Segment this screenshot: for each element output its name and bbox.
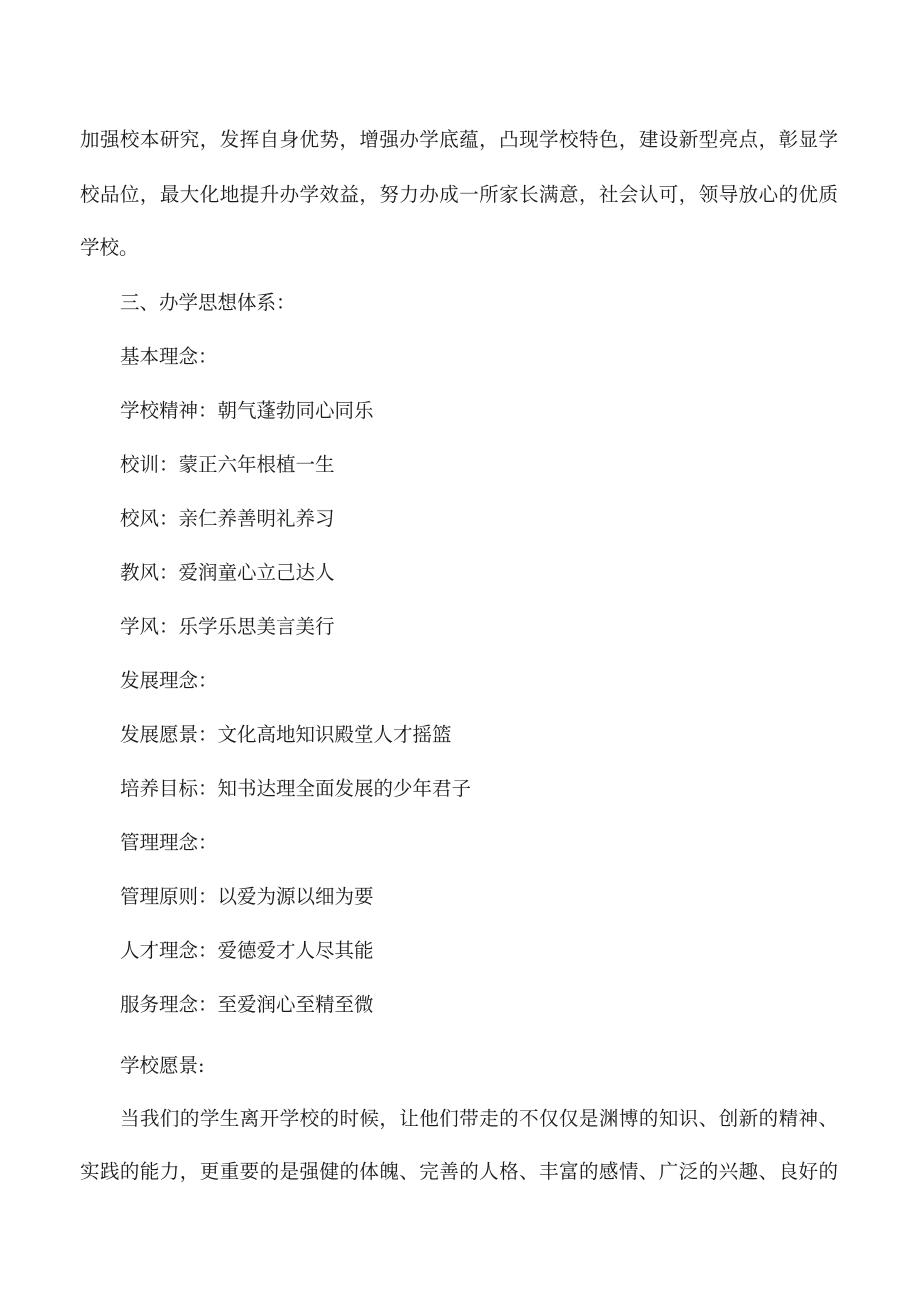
training-goal: 培养目标：知书达理全面发展的少年君子 xyxy=(120,777,472,800)
management-concept-heading: 管理理念： xyxy=(120,831,218,854)
paragraph-1-line-3: 学校。 xyxy=(80,236,139,259)
management-principle: 管理原则：以爱为源以细为要 xyxy=(120,885,374,908)
school-motto: 校训：蒙正六年根植一生 xyxy=(120,453,335,476)
section-heading: 三、办学思想体系： xyxy=(120,291,296,314)
teaching-ethos: 教风：爱润童心立己达人 xyxy=(120,561,335,584)
school-vision-line-2: 实践的能力，更重要的是强健的体魄、完善的人格、丰富的感情、广泛的兴趣、良好的 xyxy=(80,1160,838,1183)
school-vision-line-1: 当我们的学生离开学校的时候，让他们带走的不仅仅是渊博的知识、创新的精神、 xyxy=(120,1107,838,1130)
school-ethos: 校风：亲仁养善明礼养习 xyxy=(120,507,335,530)
development-vision: 发展愿景：文化高地知识殿堂人才摇篮 xyxy=(120,723,452,746)
talent-concept: 人才理念：爱德爱才人尽其能 xyxy=(120,939,374,962)
development-concept-heading: 发展理念： xyxy=(120,669,218,692)
paragraph-1-line-2: 校品位，最大化地提升办学效益，努力办成一所家长满意，社会认可，领导放心的优质 xyxy=(80,183,838,206)
study-ethos: 学风：乐学乐思美言美行 xyxy=(120,615,335,638)
basic-concept-heading: 基本理念： xyxy=(120,345,218,368)
school-spirit: 学校精神：朝气蓬勃同心同乐 xyxy=(120,399,374,422)
service-concept: 服务理念：至爱润心至精至微 xyxy=(120,993,374,1016)
school-vision-heading: 学校愿景: xyxy=(120,1054,205,1077)
paragraph-1-line-1: 加强校本研究，发挥自身优势，增强办学底蕴，凸现学校特色，建设新型亮点，彰显学 xyxy=(80,128,838,151)
